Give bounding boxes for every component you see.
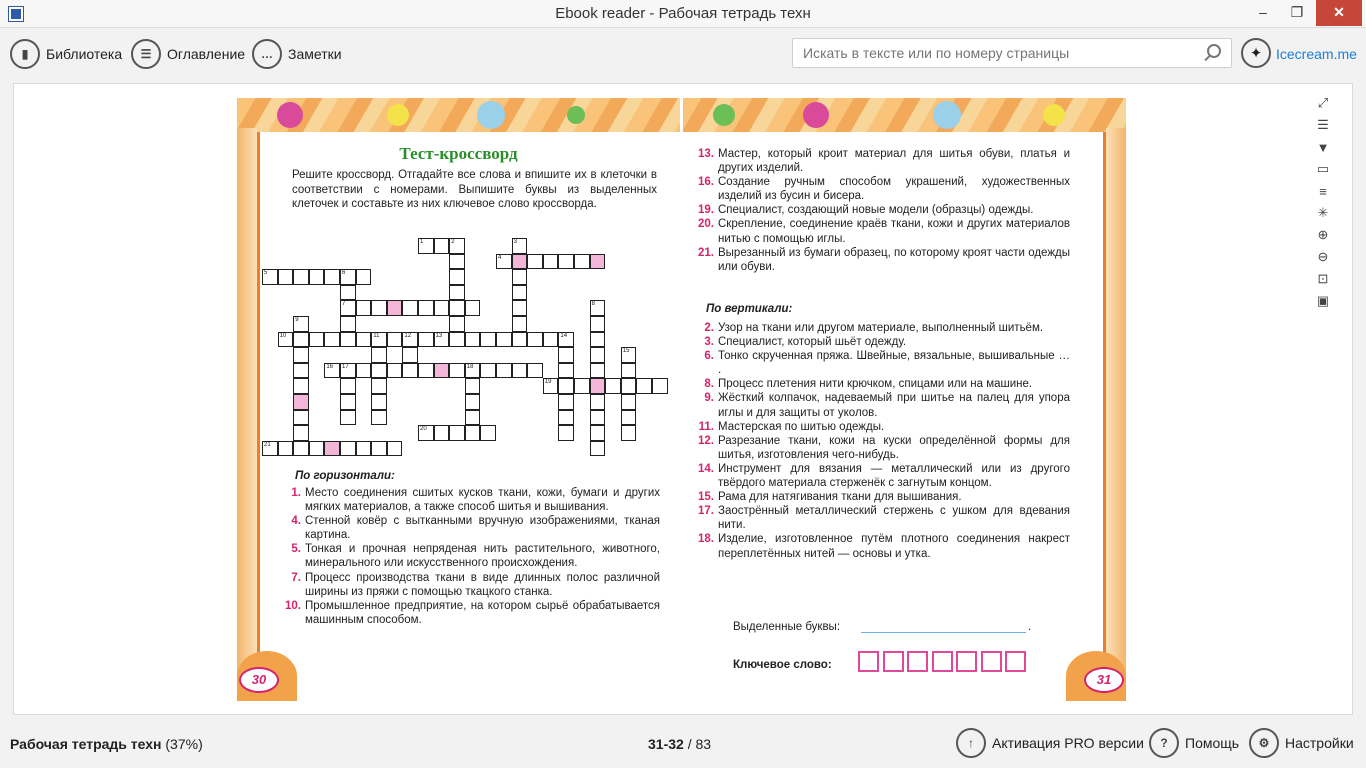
crossword-cell	[340, 269, 356, 285]
crossword-cell	[293, 269, 309, 285]
status-bar	[0, 720, 1366, 768]
page-border-line	[1103, 132, 1106, 701]
cell-number: 4	[498, 254, 502, 261]
horizontal-clues	[285, 486, 660, 627]
crossword-cell	[324, 269, 340, 285]
clue-text: Специалист, который шьёт одежду.	[718, 336, 907, 349]
crossword-cell	[590, 300, 606, 316]
crossword-cell	[590, 410, 606, 426]
crossword-cell	[340, 410, 356, 426]
clue-number: 11.	[698, 420, 714, 433]
clue-item	[698, 203, 1070, 217]
zoom-out-icon[interactable]: ⊖	[1317, 249, 1329, 264]
crossword-cell	[418, 332, 434, 348]
library-label: Библиотека	[46, 46, 123, 62]
crossword-cell	[293, 425, 309, 441]
book-title-text: Рабочая тетрадь техн	[10, 736, 162, 752]
comment-icon[interactable]: ▭	[1316, 161, 1330, 176]
crossword-cell	[418, 425, 434, 441]
crossword-cell-highlighted	[590, 254, 606, 270]
list-icon[interactable]: ☰	[1317, 117, 1329, 132]
crossword-cell	[371, 363, 387, 379]
keyword-box	[1005, 651, 1026, 672]
vertical-clues	[698, 321, 1070, 561]
crossword-cell	[262, 269, 278, 285]
crossword-cell	[356, 363, 372, 379]
crossword-cell	[309, 332, 325, 348]
crossword-cell	[371, 394, 387, 410]
crossword-cell	[387, 441, 403, 457]
clue-item	[698, 504, 1070, 532]
settings-button[interactable]	[1249, 728, 1354, 758]
crossword-cell	[590, 394, 606, 410]
crossword-cell	[558, 332, 574, 348]
clue-text: Инструмент для вязания — металлический или из другого твёрдого материала стерженёк с загнутым концом.	[718, 462, 1070, 490]
reader-sidebar	[1313, 92, 1335, 312]
help-icon: ?	[1149, 728, 1179, 758]
clue-item	[698, 147, 1070, 175]
clue-text: Процесс плетения нити крючком, спицами или на машине.	[718, 378, 1033, 391]
crossword-cell	[387, 363, 403, 379]
clue-text: Вырезанный из бумаги образец, по которому кроят части одежды или обуви.	[718, 246, 1070, 273]
cell-number: 5	[264, 270, 268, 277]
clue-item	[285, 542, 660, 570]
cell-number: 17	[342, 363, 349, 370]
crossword-cell	[590, 425, 606, 441]
right-decor-strip	[1106, 128, 1126, 701]
crossword-cell	[512, 332, 528, 348]
settings-label: Настройки	[1285, 735, 1354, 751]
cell-number: 10	[279, 332, 287, 339]
cell-number: 2	[451, 239, 455, 245]
crossword-cell	[402, 332, 418, 348]
crossword-cell	[340, 441, 356, 457]
crossword-cell	[512, 269, 528, 285]
crossword-cell	[574, 378, 590, 394]
crossword-cell-highlighted	[590, 378, 606, 394]
crossword-cell	[293, 378, 309, 394]
crossword-cell	[543, 254, 559, 270]
fullscreen-icon[interactable]: ⤢	[1317, 95, 1329, 110]
clue-text: Тонкая и прочная непряденая нить растительного, животного, минерального или искусственного происхождения.	[305, 543, 660, 570]
gear-icon: ⚙	[1249, 728, 1279, 758]
cell-number: 19	[544, 379, 552, 386]
selected-letters-dot: .	[1028, 621, 1032, 633]
keyword-box	[907, 651, 928, 672]
crossword-cell	[418, 300, 434, 316]
keyword-box	[883, 651, 904, 672]
cell-number: 12	[404, 332, 412, 339]
book-progress: (37%)	[165, 736, 203, 752]
crossword-cell	[449, 316, 465, 332]
clue-number: 4.	[291, 515, 301, 528]
close-button[interactable]: ✕	[1316, 0, 1362, 26]
keyword-box	[858, 651, 879, 672]
clue-item	[285, 514, 660, 542]
crossword-cell	[527, 363, 543, 379]
horizontal-clues-continued	[698, 147, 1070, 274]
cell-number: 14	[560, 332, 568, 339]
selected-letters-line	[861, 632, 1026, 633]
cell-number: 11	[373, 332, 380, 339]
crossword-cell	[371, 300, 387, 316]
crossword-cell	[340, 378, 356, 394]
clue-item	[285, 571, 660, 599]
clue-text: Заострённый металлический стержень с ушком для вдевания нити.	[718, 505, 1070, 532]
crossword-cell-highlighted	[512, 254, 528, 270]
crossword-cell	[309, 441, 325, 457]
crossword-cell	[434, 300, 450, 316]
clue-text: Стенной ковёр с вытканными вручную изображениями, тканая картина.	[305, 515, 660, 542]
clue-number: 6.	[704, 350, 714, 363]
clue-number: 3.	[704, 336, 714, 349]
crossword-cell	[621, 378, 637, 394]
brightness-icon[interactable]: ✳	[1317, 205, 1329, 220]
clue-text: Разрезание ткани, кожи на куски определённой формы для шитья, изготовления чего-нибудь.	[718, 434, 1070, 461]
window-title: Ebook reader - Рабочая тетрадь техн	[555, 5, 811, 22]
crossword-cell	[558, 425, 574, 441]
pro-label: Активация PRO версии	[992, 735, 1144, 751]
maximize-button[interactable]: ❐	[1290, 4, 1304, 20]
cell-number: 16	[326, 363, 334, 370]
page-right	[683, 98, 1126, 701]
notes-icon: …	[252, 39, 282, 69]
crossword-cell	[449, 332, 465, 348]
crossword-cell	[340, 363, 356, 379]
lines-icon[interactable]: ≡	[1319, 183, 1327, 199]
crossword-cell	[512, 300, 528, 316]
crossword-cell	[278, 269, 294, 285]
crossword-cell	[356, 269, 372, 285]
clue-text: Рама для натягивания ткани для вышивания.	[718, 491, 962, 504]
library-button[interactable]	[10, 38, 122, 70]
crossword-cell	[324, 332, 340, 348]
clue-item	[698, 349, 1070, 377]
search-box[interactable]	[792, 38, 1232, 68]
search-icon[interactable]	[1207, 44, 1221, 58]
contents-icon: ☰	[131, 39, 161, 69]
crossword-cell	[558, 254, 574, 270]
crossword-cell	[340, 394, 356, 410]
crossword-instruction: Решите кроссворд. Отгадайте все слова и впишите их в клеточки в соответствии с номерами. Выпишите буквы из выделенных клеточек и составьте из них ключевое слово кроссворда.	[292, 169, 657, 210]
crossword-cell	[449, 269, 465, 285]
crossword-cell	[434, 332, 450, 348]
crossword-cell	[278, 332, 294, 348]
crossword-cell	[340, 316, 356, 332]
keyword-box	[956, 651, 977, 672]
crossword-cell	[465, 410, 481, 426]
crossword-cell	[480, 425, 496, 441]
crossword-cell	[621, 425, 637, 441]
crossword-cell	[652, 378, 668, 394]
crossword-cell	[371, 347, 387, 363]
minimize-button[interactable]: –	[1259, 4, 1267, 20]
crossword-cell	[527, 254, 543, 270]
clue-item	[698, 532, 1070, 560]
book-title	[10, 736, 203, 752]
crossword-cell	[340, 285, 356, 301]
crossword-cell	[293, 316, 309, 332]
crossword-cell	[480, 332, 496, 348]
crossword-cell	[324, 363, 340, 379]
page-total: / 83	[687, 736, 712, 752]
cell-number: 15	[622, 348, 630, 355]
clue-text: Изделие, изготовленное путём плотного соединения накрест переплетённых нитей — основы и утка.	[718, 533, 1070, 560]
help-label: Помощь	[1185, 735, 1240, 751]
clue-text: Процесс производства ткани в виде длинных полос различной ширины из пряжи с помощью ткацкого станка.	[305, 571, 660, 598]
clue-number: 5.	[291, 543, 301, 556]
crossword-cell	[293, 332, 309, 348]
crossword-cell	[387, 332, 403, 348]
cell-number: 18	[466, 363, 474, 370]
crossword-cell	[309, 269, 325, 285]
clue-text: Тонко скрученная пряжа. Швейные, вязальные, вышивальные … .	[718, 350, 1070, 377]
clue-item	[698, 335, 1070, 349]
crossword-cell	[558, 378, 574, 394]
crossword-cell	[512, 363, 528, 379]
crossword-cell	[480, 363, 496, 379]
page-number-right: 31	[1084, 667, 1124, 693]
pro-activation-button[interactable]	[956, 728, 1144, 758]
crossword-cell	[636, 378, 652, 394]
crossword-cell	[558, 394, 574, 410]
clue-number: 16.	[698, 176, 714, 189]
clue-number: 10.	[285, 599, 301, 612]
help-button[interactable]	[1149, 728, 1239, 758]
cell-number: 13	[435, 332, 443, 339]
crossword-cell	[512, 316, 528, 332]
crossword-cell	[402, 300, 418, 316]
crossword-cell	[293, 441, 309, 457]
crossword-cell	[574, 254, 590, 270]
crossword-cell	[449, 363, 465, 379]
crossword-cell	[293, 347, 309, 363]
zoom-in-icon[interactable]: ⊕	[1317, 227, 1329, 242]
clue-number: 18.	[698, 533, 714, 546]
crossword-cell	[340, 300, 356, 316]
keyword-box	[932, 651, 953, 672]
crossword-cell	[340, 332, 356, 348]
keyword-label: Ключевое слово:	[733, 659, 832, 671]
crossword-cell	[496, 254, 512, 270]
crossword-cell	[465, 394, 481, 410]
cell-number: 3	[513, 239, 517, 245]
clue-number: 13.	[698, 148, 714, 160]
clue-number: 1.	[291, 487, 301, 499]
crossword-cell	[590, 441, 606, 457]
clue-item	[698, 377, 1070, 391]
crossword-cell	[262, 441, 278, 457]
clue-text: Создание ручным способом украшений, художественных изделий из бусин и бисера.	[718, 176, 1070, 203]
crossword-cell	[590, 363, 606, 379]
page-number-left: 30	[239, 667, 279, 693]
page-left	[237, 98, 680, 701]
clue-number: 21.	[698, 246, 714, 259]
cell-number: 21	[264, 441, 271, 448]
clue-number: 7.	[291, 571, 301, 584]
crossword-cell	[371, 378, 387, 394]
crossword-cell-highlighted	[387, 300, 403, 316]
crossword-cell	[449, 300, 465, 316]
crossword-cell	[543, 332, 559, 348]
crossword-cell	[402, 347, 418, 363]
cell-number: 7	[342, 301, 346, 308]
crossword-cell	[543, 378, 559, 394]
crossword-cell	[496, 363, 512, 379]
crossword-cell	[371, 332, 387, 348]
clue-text: Мастерская по шитью одежды.	[718, 420, 885, 433]
clue-item	[285, 599, 660, 627]
crossword-cell	[621, 363, 637, 379]
clue-item	[698, 321, 1070, 335]
crossword-cell	[590, 332, 606, 348]
crossword-cell	[465, 425, 481, 441]
keyword-box	[981, 651, 1002, 672]
crossword-cell	[356, 441, 372, 457]
clue-item	[698, 434, 1070, 462]
page-spread	[237, 98, 1126, 701]
crossword-cell	[402, 363, 418, 379]
clue-number: 8.	[704, 378, 714, 391]
clue-item	[698, 217, 1070, 245]
search-input[interactable]	[803, 45, 1193, 61]
crossword-cell	[449, 425, 465, 441]
clue-number: 12.	[698, 434, 714, 447]
crossword-cell	[465, 332, 481, 348]
cell-number: 1	[420, 239, 424, 245]
cell-number: 9	[295, 317, 299, 323]
brand-link[interactable]: Icecream.me	[1276, 46, 1357, 62]
crossword-cell	[356, 332, 372, 348]
cell-number: 8	[591, 301, 595, 308]
crossword-cell	[293, 410, 309, 426]
clue-text: Скрепление, соединение краёв ткани, кожи и других материалов нитью с помощью иглы.	[718, 218, 1070, 245]
crossword-cell	[278, 441, 294, 457]
clue-item	[698, 391, 1070, 419]
crossword-cell	[465, 300, 481, 316]
crossword-title: Тест-кроссворд	[399, 144, 518, 163]
title-bar	[0, 0, 1366, 28]
crossword-cell	[605, 378, 621, 394]
clue-item	[698, 490, 1070, 504]
crossword-cell-highlighted	[293, 394, 309, 410]
crossword-cell	[512, 238, 528, 254]
crossword-cell	[434, 238, 450, 254]
notes-label: Заметки	[288, 46, 342, 62]
crossword-cell	[371, 441, 387, 457]
crossword-cell	[371, 410, 387, 426]
clue-number: 2.	[704, 322, 714, 334]
crossword-cell-highlighted	[324, 441, 340, 457]
horizontal-title: По горизонтали:	[295, 470, 395, 482]
crossword-cell	[356, 300, 372, 316]
clue-text: Промышленное предприятие, на котором сырьё обрабатывается машинным способом.	[305, 599, 660, 626]
crossword-cell	[449, 238, 465, 254]
clue-item	[285, 486, 660, 514]
clue-number: 19.	[698, 204, 714, 217]
crossword-grid	[237, 98, 680, 458]
decorative-header	[683, 98, 1126, 132]
crossword-cell	[590, 316, 606, 332]
crossword-cell	[558, 410, 574, 426]
crossword-cell	[558, 347, 574, 363]
notes-button[interactable]	[252, 38, 342, 70]
crossword-cell	[590, 347, 606, 363]
clue-text: Мастер, который кроит материал для шитья обуви, платья и других изделий.	[718, 148, 1070, 175]
clue-text: Узор на ткани или другом материале, выполненный шитьём.	[718, 322, 1044, 334]
contents-label: Оглавление	[167, 46, 246, 62]
crossword-cell	[512, 285, 528, 301]
selected-letters-label: Выделенные буквы:	[733, 621, 841, 633]
contents-button[interactable]	[131, 38, 245, 70]
crossword-cell	[465, 363, 481, 379]
actual-size-icon[interactable]: ▣	[1316, 293, 1330, 308]
clue-item	[698, 175, 1070, 203]
crossword-cell	[621, 394, 637, 410]
crossword-cell	[465, 378, 481, 394]
vertical-title: По вертикали:	[706, 303, 793, 315]
clue-item	[698, 420, 1070, 434]
library-icon: ▮	[10, 39, 40, 69]
arrow-up-icon: ↑	[956, 728, 986, 758]
clue-item	[698, 246, 1070, 274]
crossword-cell-highlighted	[434, 363, 450, 379]
crossword-cell	[496, 332, 512, 348]
page-counter	[648, 736, 711, 752]
crossword-cell	[621, 410, 637, 426]
page-current[interactable]: 31-32	[648, 736, 684, 752]
crossword-cell	[621, 347, 637, 363]
clue-number: 14.	[698, 462, 714, 475]
clue-number: 9.	[704, 392, 714, 405]
fit-icon[interactable]: ⊡	[1317, 271, 1329, 286]
clue-item	[698, 462, 1070, 490]
crossword-cell	[558, 363, 574, 379]
cell-number: 6	[342, 270, 346, 277]
clue-number: 20.	[698, 218, 714, 231]
compass-icon[interactable]: ✦	[1241, 38, 1271, 68]
crossword-cell	[449, 285, 465, 301]
crossword-cell	[293, 363, 309, 379]
crossword-cell	[449, 254, 465, 270]
crossword-cell	[434, 425, 450, 441]
clue-text: Жёсткий колпачок, надеваемый при шитье на палец для упора иглы и для защиты от уколов.	[718, 392, 1070, 419]
crossword-cell	[527, 332, 543, 348]
bookmark-icon[interactable]: ▼	[1316, 139, 1330, 155]
clue-text: Место соединения сшитых кусков ткани, кожи, бумаги и других мягких материалов, а также способ шитья и вышивания.	[305, 487, 660, 514]
clue-number: 17.	[698, 505, 714, 518]
crossword-cell	[418, 363, 434, 379]
crossword-cell	[418, 238, 434, 254]
clue-text: Специалист, создающий новые модели (образцы) одежды.	[718, 204, 1034, 217]
keyword-boxes	[858, 651, 1030, 672]
clue-number: 15.	[698, 491, 714, 504]
cell-number: 20	[420, 426, 427, 433]
